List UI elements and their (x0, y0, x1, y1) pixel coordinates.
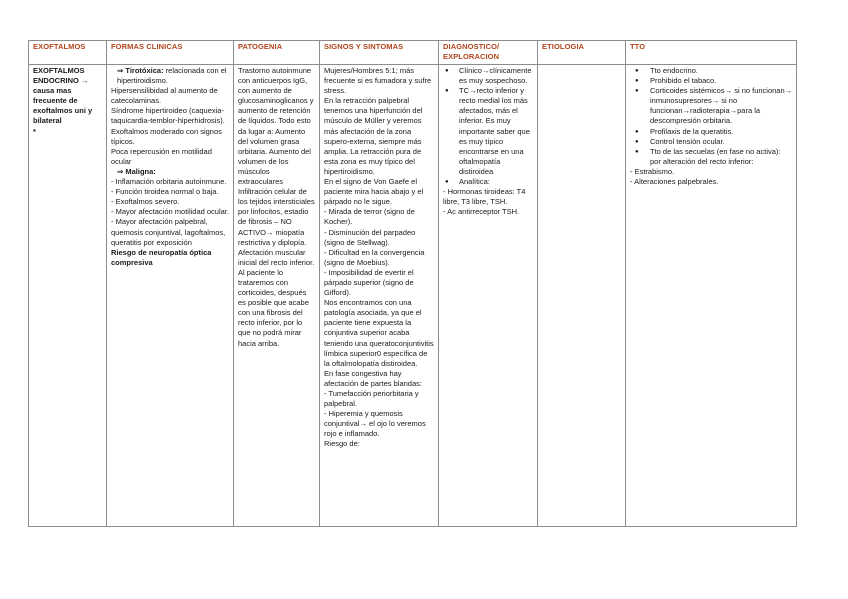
tto-bullet: ● Tto endocrino. (630, 66, 793, 76)
formas-line: - Mayor afectación motilidad ocular. (111, 207, 229, 217)
header-formas-clinicas: FORMAS CLINICAS (107, 41, 234, 65)
header-signos-sintomas: SIGNOS Y SINTOMAS (320, 41, 439, 65)
tirotoxica-label: ⇒ Tirotóxica: (117, 66, 166, 75)
formas-line: Exoftalmos moderado con signos típicos. (111, 126, 222, 146)
signos-paragraph: En fase congestiva hay afectación de partes blandas: (324, 368, 422, 388)
tto-line: - Estrabismo. (630, 166, 675, 176)
exoftalmos-line: exoftalmos uni y (33, 106, 93, 116)
header-etiologia: ETIOLOGIA (538, 41, 626, 65)
cell-formas-clinicas (107, 65, 234, 527)
signos-paragraph: - Mirada de terror (signo de Kocher). (324, 207, 415, 227)
header-patogenia: PATOGENIA (234, 41, 320, 65)
signos-paragraph: - Disminución del parpadeo (signo de Stellwag). (324, 227, 416, 247)
tirotoxica-entry (111, 66, 230, 86)
signos-paragraph: En el signo de Von Gaefe el paciente mira hacia abajo y el párpado no le sigue. (324, 177, 424, 207)
tto-line: - Alteraciones palpebrales. (630, 177, 719, 187)
signos-paragraph: Mujeres/Hombres 5:1; más frecuente si es fumadora y sufre stress. (324, 66, 432, 96)
cell-tto (626, 65, 797, 527)
cell-diagnostico (439, 65, 538, 527)
formas-line: - Función tiroidea normal o baja. (111, 187, 219, 197)
diagnostico-line: - Hormonas tiroideas: T4 libre, T3 libre, TSH. (443, 187, 526, 207)
cell-etiologia (538, 65, 626, 527)
diagnostico-bullet: ● Analítica: (443, 177, 534, 187)
formas-line: - Inflamación orbitaria autoinmune. (111, 177, 227, 187)
signos-paragraph: Nos encontramos con una patología asociada, ya que el paciente tiene expuesta la conjuntiva superior acaba teniendo una queratoconjuntivitis límbica superior0 específica de la oftalmolopatía distiroidea. (324, 298, 434, 368)
document-page (28, 40, 797, 527)
signos-paragraph: - Hiperemia y quemosis conjuntival→ el ojo lo veremos rojo e inflamado. (324, 409, 426, 439)
exoftalmos-line: EXOFTALMOS (33, 66, 85, 75)
header-row (29, 41, 797, 65)
header-diagnostico: DIAGNOSTICO/ EXPLORACION (439, 41, 538, 65)
signos-paragraph: - Tumefacción periorbitaria y palpebral. (324, 389, 419, 409)
signos-paragraph: En la retracción palpebral tenemos una hiperfunción del músculo de Müller y veremos más afectación de la zona supero-externa, siempre más amplia. La retracción pura de esta zona es muy típico del hipertiroidismo. (324, 96, 423, 176)
diagnostico-bullet: ● TC→recto inferior y recto medial los más afectados, más el inferior. Es muy importante saber que es muy típico encontrarse en una oftalmopatía distiroidea (443, 86, 534, 177)
formas-line: Hipersensilibidad al aumento de catecolaminas. (111, 86, 218, 106)
formas-line: - Mayor afectación palpebral, quemosis conjuntival, lagoftalmos, queratitis por exposición (111, 217, 226, 247)
signos-paragraph: Riesgo de: (324, 439, 360, 449)
exoftalmos-line: bilateral (33, 116, 62, 126)
exoftalmos-line: ENDOCRINO → (33, 76, 89, 86)
exoftalmos-line: * (33, 126, 36, 136)
formas-line: Síndrome hipertiroideo (caquexia-taquicardia-temblor-hiperhidrosis). (111, 106, 225, 126)
tto-bullet: ● Tto de las secuelas (en fase no activa): por alteración del recto inferior: (630, 147, 793, 167)
diagnostico-line: - Ac antirreceptor TSH. (443, 207, 520, 217)
riesgo-neuropatia: Riesgo de neuropatía óptica compresiva (111, 247, 212, 267)
formas-line: Poca repercusión en motilidad ocular (111, 146, 212, 166)
cell-exoftalmos (29, 65, 107, 527)
maligna-label: ⇒ Maligna: (117, 166, 156, 176)
exoftalmos-line: frecuente de (33, 96, 78, 106)
exoftalmos-line: causa mas (33, 86, 72, 96)
header-exoftalmos: EXOFTALMOS (29, 41, 107, 65)
tto-bullet: ● Corticoides sistémicos→ si no funcionan→ inmunosupresores→ si no funcionan→radioterapia→para la descompresión orbitaria. (630, 86, 793, 126)
cell-patogenia: Trastorno autoinmune con anticuerpos IgG, con aumento de glucosaminoglicanos y aumento de retención de líquidos. Todo esto da lugar a: Aumento del volumen grasa orbitaria. Aumento del volumen de los músculos extraoculares Infiltración celular de los tejidos intersticiales por linfocitos, estadio de fibrosis – NO ACTIVO→ miopatía restrictiva y diplopía. Afectación muscular inicial del recto inferior. Al paciente lo trataremos con corticoides, después es posible que acabe con una fibrosis del recto inferior, por lo que no podrá mirar hacia arriba. (234, 65, 320, 527)
tto-bullet: ● Control tensión ocular. (630, 137, 793, 147)
content-row (29, 65, 797, 527)
diagnostico-bullet: ● Clínico→clínicamente es muy sospechoso. (443, 66, 534, 86)
exoftalmos-table (28, 40, 797, 527)
tto-bullet: ● Profilaxis de la queratitis. (630, 127, 793, 137)
header-tto: TTO (626, 41, 797, 65)
tirotoxica-text: relacionada con el hipertiroidismo. (117, 66, 227, 86)
signos-paragraph: - Imposibilidad de evertir el párpado superior (signo de Gifford). (324, 267, 414, 298)
cell-signos-sintomas (320, 65, 439, 527)
tto-bullet: ● Prohibido el tabaco. (630, 76, 793, 86)
formas-line: - Exoftalmos severo. (111, 197, 180, 207)
signos-paragraph: - Dificultad en la convergencia (signo de Moebius). (324, 247, 425, 267)
